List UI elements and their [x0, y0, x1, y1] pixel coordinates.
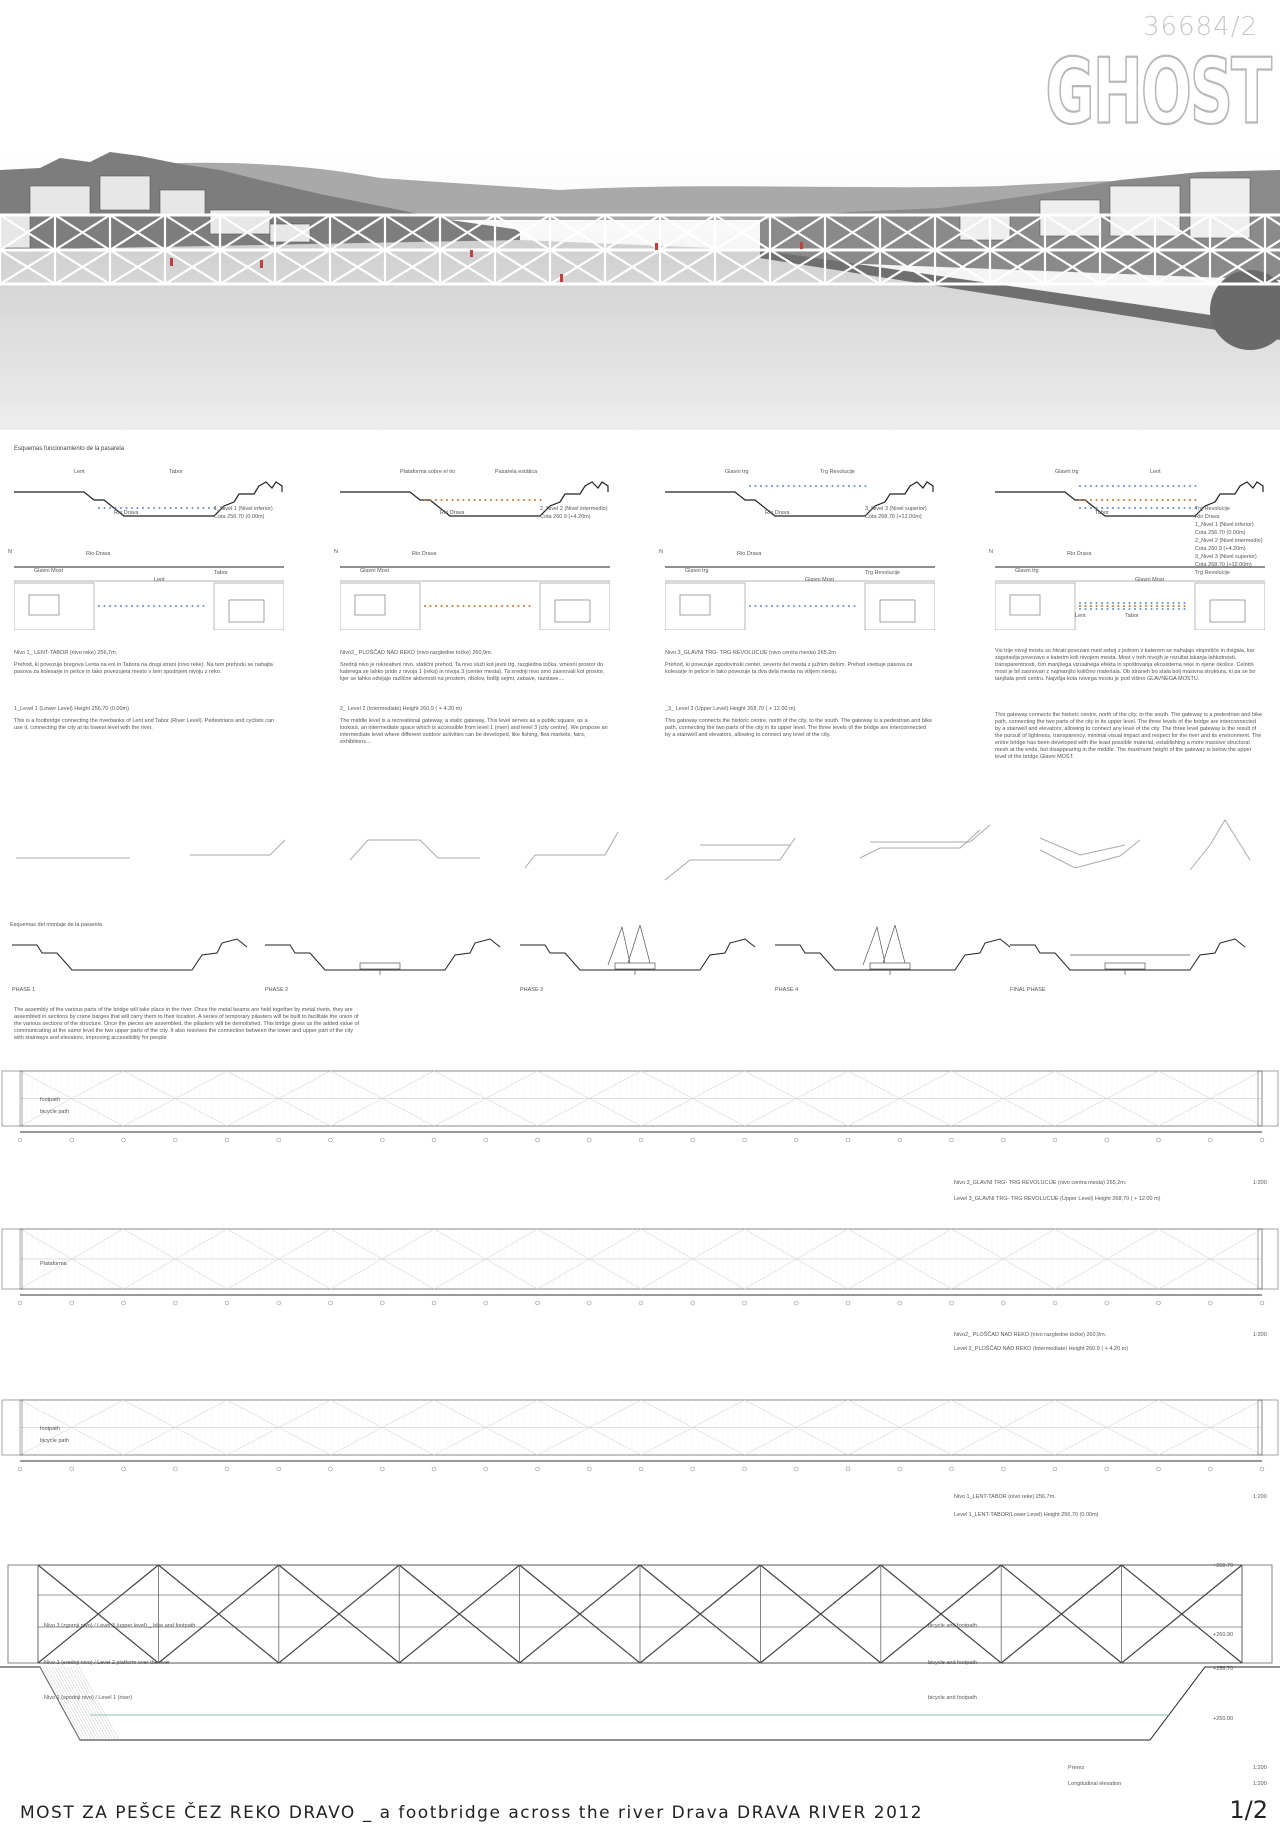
section-label: Cota 256.70 (0.00m) — [214, 514, 265, 520]
section-label: Cota 260.9 (+4.20m) — [1195, 546, 1246, 552]
phase-section — [520, 925, 755, 975]
section-label: Pasarela estática — [495, 469, 538, 475]
plan2-label-sl: Nivo2_ PLOŠČAD NAD REKO (nivo razgledne točke) 260,9m. — [954, 1332, 1107, 1338]
scheme-desc-sl: Prehod, ki povezuje zgodovinski center, severni del mesta z južnim delom. Prehod vsebuje pasova za kolesarje in pešce in tako povezuje ta dva dela mesta na višjem nivoju. — [665, 662, 913, 675]
section-label: Rio Drava — [440, 510, 465, 516]
phase-section — [265, 939, 500, 975]
plan-scheme-3 — [665, 545, 935, 630]
plan-level-1 — [0, 1392, 1280, 1477]
phase-label: PHASE 1 — [12, 987, 36, 993]
plan-tag: footpath — [40, 1097, 60, 1103]
elevation-side-tag: bicycle and footpath — [928, 1660, 977, 1666]
phase-section — [775, 925, 1010, 975]
section-label: Rio Drava — [114, 510, 139, 516]
plan-label: Glavni Most — [360, 568, 390, 574]
pseudonym-title: GHOST — [1045, 40, 1270, 145]
plan-label: Glavni Most — [34, 568, 64, 574]
plan2-scale: 1:200 — [1253, 1332, 1267, 1338]
plan-label: Glavni Most — [805, 577, 835, 583]
plan-label: Glavni trg — [1015, 568, 1039, 574]
section-label: Trg Revolucije — [820, 469, 855, 475]
plan-tag: bicycle path — [40, 1109, 70, 1115]
section-label: Plataforma sobre el rio — [400, 469, 456, 475]
page-number: 1/2 — [1229, 1796, 1268, 1824]
section-label: Cota 268.70 (+12.00m) — [865, 514, 922, 520]
scheme-desc-sl: Vsi trije nivoji mostu so hkrati povezani med seboj z jedrom v katerem se nahajajo stopnišče in dvigala, kar zagotavlja povezavo s katerim koli nivojem mesta. Most v treh nivojih je rezultat iskanja lahkotnosti, transparentnosti, čim manjšega vizualnega efekta in spoštovanja ekosistema reke in njene okolice. Celotni most je bil zasnovan z najmanjšo količino materiala. Ob straneh bo stala bolj masivna struktura, ki pa se bo tanjšala proti centru. Najvišja kota novega mostu je pod višino GLAVNEGA MOSTU. — [995, 648, 1256, 682]
elevation-height-tag: +256.70 — [1213, 1666, 1234, 1672]
plan-label: Glavni trg — [685, 568, 709, 574]
footer-title: MOST ZA PEŠCE ČEZ REKO DRAVO _ a footbridge across the river Drava DRAVA RIVER 2012 — [20, 1803, 924, 1823]
scheme-title: Nivo 3_GLAVNI TRG- TRG REVOLUCIJE (nivo centra mesta) 265,2m. — [665, 650, 838, 656]
elevation-scale-2: 1:200 — [1253, 1781, 1267, 1787]
scheme-desc-sl: Srednji nivo je rekreativni nivo, statični prehod. Ta nivo služi kot javni trg, razgledna točka, vmesni prostor do katerega se lahko pride z nivoja 1 (reka) in nivoja 3 (center mesta). Ta srednji nivo smo zasnovali kot prostor, kjer se lahko odvijajo različne aktivnosti na prostem, ribolov, bolšji sejmi, zabave, razstave.... — [340, 662, 605, 682]
elevation-side-tag: bicycle and footpath — [928, 1695, 977, 1701]
scheme-level-en: 1_Level 1 (Lower Level) Height 256,70 (0.00m) — [14, 706, 129, 712]
elevation-height-tag: +260.90 — [1213, 1632, 1234, 1638]
scheme-desc-en: The middle level is a recreational gateway, a static gateway. This level serves as a public square, as a lookout, an intermediate space which is accessible from level 1 (river) and level 3 (city centre). We propose an intermediate level where different outdoor activities can be developed, like fishing, flea markets, fairs, exhibitions... — [340, 718, 608, 745]
river-panorama-image — [0, 150, 1280, 430]
plan-label: Tabor — [214, 570, 228, 576]
plan-label: Lent — [154, 577, 165, 583]
scheme-desc-en: This gateway connects the historic centre, north of the city, to the south. The gateway is a pedestrian and bike path, connecting the two parts of the city in its upper level. The three levels of the bridge are interconnected by a stairwell and elevators, allowing to connect any level of the city. — [665, 718, 933, 738]
section-label: 3_Nivel 3 (Nivel superior) — [1195, 554, 1257, 560]
phase-section — [12, 939, 247, 970]
scheme-desc-en: This gateway connects the historic centre, north of the city, to the south. The gateway is a pedestrian and bike path, connecting the two parts of the city in its upper level. The three levels of the bridge are interconnected by a stairwell and elevators, allowing to connect any level of the city. The three level gateway is the result of the pursuit of lightness, transparency, minimal visual impact and respect for the river and its environment. The entire bridge has been developed with the least possible material, establishing a more massive structural mesh at the ends, but disappearing in the middle. The maximum height of the gateway is below the upper level of the bridge Glavni MOST. — [995, 712, 1263, 760]
section-label: Tabor — [169, 469, 183, 475]
plan-label: Lent — [1075, 613, 1086, 619]
elevation-height-tag: +268.70 — [1213, 1563, 1234, 1569]
elevation-label-sl: Prerez — [1068, 1765, 1085, 1771]
plan-label: N — [659, 549, 663, 555]
section-label: 2_Nivel 2 (Nivel intermedio) — [540, 506, 608, 512]
elevation-level-tag: Nivo 3 (zgornji nivo) / Level 3 (upper level) _ bike and footpath — [44, 1623, 196, 1629]
elevation-level-tag: Nivo 2 (srednji nivo) / Level 2 platform over the river — [44, 1660, 170, 1666]
phase-label: PHASE 2 — [265, 987, 289, 993]
elevation-label-en: Longitudinal elevation — [1068, 1781, 1122, 1787]
plan-label: Trg Revolucije — [865, 570, 900, 576]
section-scheme-4 — [995, 460, 1265, 530]
plan-tag: Plataforma — [40, 1261, 67, 1267]
section-label: Cota 268.70 (+12.00m) — [1195, 562, 1252, 568]
section-label: Cota 256.70 (0.00m) — [1195, 530, 1246, 536]
plan-label: Rio Drava — [1067, 551, 1092, 557]
elevation-level-tag: Nivo 1 (spodnji nivo) / Level 1 (river) — [44, 1695, 133, 1701]
section-label: 3_Nivel 3 (Nivel superior) — [865, 506, 927, 512]
section-label: 2_Nivel 2 (Nivel intermedio) — [1195, 538, 1263, 544]
scheme-desc-sl: Prehod, ki povezuje bregova Lenta na eni in Tabora na drugi strani (nivo reke). Na tem prehodu se nahajta pasova za kolesarje in pešce in tako povezujeta mesto v tem spodnjem nivoju z reko. — [14, 662, 273, 675]
scheme-title: Nivo2_ PLOŠČAD NAD REKO (nivo razgledne točke) 260,9m. — [340, 650, 493, 656]
plan-label: Rio Drava — [412, 551, 437, 557]
plan-label: Trg Revolucije — [1195, 570, 1230, 576]
plan-label: N — [8, 549, 12, 555]
longitudinal-elevation — [0, 1555, 1280, 1765]
section-label: Tabor — [1095, 510, 1109, 516]
montage-phase-sections — [0, 925, 1280, 1005]
plan2-label-en: Level 2_PLOŠČAD NAD REKO (Intermediate) Height 260.9 ( + 4.20 m) — [954, 1346, 1129, 1352]
section-label: Cota 260.9 (+4.20m) — [540, 514, 591, 520]
scheme-level-en: 2_ Level 2 (Intermediate) Height 260,9 ( + 4.20 m) — [340, 706, 463, 712]
elevation-height-tag: +250.00 — [1213, 1716, 1234, 1722]
plan-scheme-2 — [340, 545, 610, 630]
schemes-title: Esquemas funcionamiento de la pasarela — [14, 446, 125, 452]
elevation-scale: 1:200 — [1253, 1765, 1267, 1771]
montage-title: Esquemas del montaje de la pasarela — [10, 922, 103, 928]
plan3-label-en: Level 3_GLAVNI TRG- TRG REVOLUCIJE (Upper Level) Height 268,70 ( + 12.00 m) — [954, 1196, 1161, 1202]
plan-tag: footpath — [40, 1426, 60, 1432]
plan-tag: bicycle path — [40, 1438, 70, 1444]
plan3-scale: 1:200 — [1253, 1180, 1267, 1186]
section-label: Lent — [1150, 469, 1161, 475]
competition-code: 36684/2 — [1142, 12, 1258, 42]
elevation-side-tag: bicycle and footpath — [928, 1623, 977, 1629]
plan-label: Rio Drava — [737, 551, 762, 557]
plan-scheme-1 — [14, 545, 284, 630]
section-label: Rio Drava — [1195, 514, 1220, 520]
section-label: 1_Nivel 1 (Nivel inferior) — [214, 506, 273, 512]
plan-label: N — [334, 549, 338, 555]
plan-label: N — [989, 549, 993, 555]
phase-label: PHASE 4 — [775, 987, 799, 993]
scheme-desc-en: This is a footbridge connecting the riverbanks of Lent and Tabor (River Level). Pedestrians and cyclists can use it, connecting the city at its lowest level with the river. — [14, 718, 275, 731]
scheme-title: Nivo 1_ LENT-TABOR (nivo reke) 256,7m. — [14, 650, 118, 656]
plan-level-3 — [0, 1063, 1280, 1148]
plan-level-2 — [0, 1221, 1280, 1311]
section-label: Lent — [74, 469, 85, 475]
hero-photo-montage — [0, 150, 1280, 430]
plan-label: Rio Drava — [86, 551, 111, 557]
plan1-scale: 1:200 — [1253, 1494, 1267, 1500]
montage-text: The assembly of the various parts of the bridge will take place in the river. Once the metal beams are held together by metal rivets, they are assembled in sections by crane barges that will carry them to their location. A series of temporary pilasters will be built to facilitate the union of the various sections of the structure. Once the pieces are assembled, the pilasters will be demolished. This bridge gives us the added value of communicating at the same level the two upper parts of the city. It also resolves the connection between the lower and upper part of the city with stairways and elevators, improving accessibility for people — [14, 1007, 360, 1041]
phase-section — [1010, 939, 1245, 975]
plan1-label-en: Level 1_LENT-TABOR(Lower Level) Height 256,70 (0.00m) — [954, 1512, 1099, 1518]
section-label: Glavni trg — [725, 469, 749, 475]
plan3-label-sl: Nivo 3_GLAVNI TRG- TRG REVOLUCIJE (nivo centra mesta) 265,2m. — [954, 1180, 1127, 1186]
scheme-level-en: _3_ Level 3 (Upper Level) Height 268,70 ( + 12.00 m) — [665, 706, 796, 712]
phase-label: PHASE 3 — [520, 987, 544, 993]
section-label: Rio Drava — [765, 510, 790, 516]
section-label: Trg Revolucije — [1195, 506, 1230, 512]
plan-label: Glavni Most — [1135, 577, 1165, 583]
plan1-label-sl: Nivo 1_LENT-TABOR (nivo reke) 256,7m. — [954, 1494, 1056, 1500]
plan-label: Tabor — [1125, 613, 1139, 619]
axonometric-sequence — [0, 800, 1280, 900]
section-label: Glavni trg — [1055, 469, 1079, 475]
section-label: 1_Nivel 1 (Nivel inferior) — [1195, 522, 1254, 528]
phase-label: FINAL PHASE — [1010, 987, 1046, 993]
